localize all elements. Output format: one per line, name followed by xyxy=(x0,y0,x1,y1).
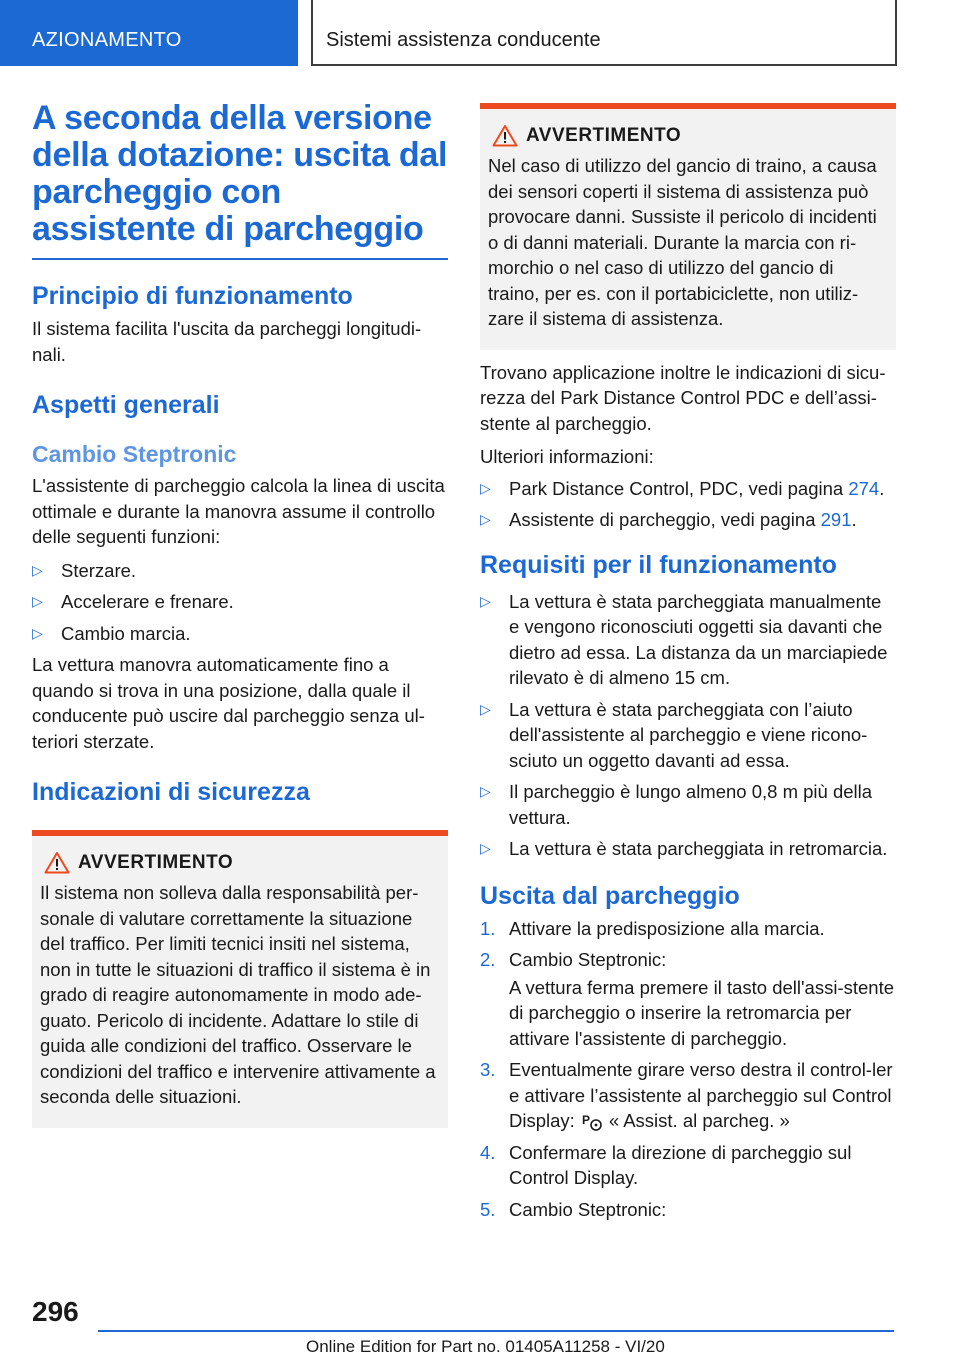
requirements-heading: Requisiti per il funzionamento xyxy=(480,550,837,579)
bullet-triangle-icon: ▷ xyxy=(480,783,491,799)
title-divider xyxy=(32,258,448,260)
list-item: ▷ La vettura è stata parcheggiata in retromarcia. xyxy=(480,836,896,862)
bullet-triangle-icon: ▷ xyxy=(32,561,43,578)
warning-box xyxy=(480,103,896,350)
principle-text: Il sistema facilita l'uscita da parcheggi longitudi-nali. xyxy=(32,318,422,365)
exit-heading: Uscita dal parcheggio xyxy=(480,881,740,910)
more-info-label: Ulteriori informazioni: xyxy=(480,446,654,467)
step-item: 1. Attivare la predisposizione alla marcia. xyxy=(480,917,825,939)
bullet-triangle-icon: ▷ xyxy=(480,700,491,717)
step-item: 4. Confermare la direzione di parcheggio sul Control Display. xyxy=(480,1141,852,1188)
step-detail: A vettura ferma premere il tasto dell'assi-stente di parcheggio o inserire la retromarcia per attivare l'assistente di parcheggio. xyxy=(509,976,895,1049)
bullet-triangle-icon: ▷ xyxy=(32,624,43,641)
list-item: ▷ Cambio marcia. xyxy=(32,621,448,647)
page-link[interactable]: 274 xyxy=(848,477,880,499)
exit-steps xyxy=(480,916,896,1223)
page-title: A seconda della versione della dotazione: uscita dal parcheggio con assistente di parcheggio xyxy=(32,99,448,248)
list-item: ▷ La vettura è stata parcheggiata con l’aiuto dell'assistente al parcheggio e viene ricono-sciuto un oggetto davanti ad essa. xyxy=(480,698,868,771)
requirements-list xyxy=(480,589,896,862)
step-item: 2. Cambio Steptronic: xyxy=(480,949,667,970)
warning-title: AVVERTIMENTO xyxy=(40,850,440,876)
function-list xyxy=(32,558,448,647)
warning-triangle-icon xyxy=(492,124,518,147)
warning-title: AVVERTIMENTO xyxy=(488,123,888,149)
list-item: ▷ Sterzare. xyxy=(32,558,448,584)
warning-text: Nel caso di utilizzo del gancio di traino, a causa dei sensori coperti il sistema di assistenza può provocare danni. Sussiste il pericolo di incidenti o di danni materiali. Durante la marcia con ri-morchio o nel caso di utilizzo del gancio di traino, per es. con il portabiciclette, non utiliz-zare il sistema di assistenza. xyxy=(488,155,877,329)
menu-item-label: « Assist. al parcheg. » xyxy=(608,1110,790,1131)
steptronic-heading: Cambio Steptronic xyxy=(32,441,237,467)
more-info-list xyxy=(480,476,896,533)
edition-note: Online Edition for Part no. 01405A11258 - VI/20 xyxy=(306,1337,665,1356)
page-number: 296 xyxy=(32,1296,79,1327)
chapter-tab xyxy=(311,0,897,66)
principle-heading: Principio di funzionamento xyxy=(32,282,353,310)
section-tab xyxy=(0,0,298,66)
footer-divider xyxy=(98,1330,894,1332)
list-item: ▷ Assistente di parcheggio, vedi pagina 291. xyxy=(480,507,896,533)
parking-assistant-icon xyxy=(581,1112,603,1132)
warning-triangle-icon xyxy=(44,851,70,874)
right-column xyxy=(480,103,896,1228)
bullet-triangle-icon: ▷ xyxy=(32,593,43,609)
warning-box xyxy=(32,830,448,1128)
step-item: 3. Eventualmente girare verso destra il control-ler e attivare l’assistente al parcheggio sul Control Display: P « Assist. al parcheg. » xyxy=(480,1059,893,1131)
section-label: AZIONAMENTO xyxy=(32,29,182,51)
list-item: ▷ Accelerare e frenare. xyxy=(32,589,448,615)
list-item: ▷ Il parcheggio è lungo almeno 0,8 m più della vettura. xyxy=(480,781,873,828)
bullet-triangle-icon: ▷ xyxy=(480,479,491,496)
general-intro: L'assistente di parcheggio calcola la linea di uscita ottimale e durante la manovra assume il controllo delle seguenti funzioni: xyxy=(32,475,445,547)
safety-reference-text: Trovano applicazione inoltre le indicazioni di sicu-rezza del Park Distance Control PDC e dell’assi-stente al parcheggio. xyxy=(480,361,886,434)
safety-heading: Indicazioni di sicurezza xyxy=(32,778,310,806)
chapter-label: Sistemi assistenza conducente xyxy=(326,29,601,51)
list-item: ▷ Park Distance Control, PDC, vedi pagina 274. xyxy=(480,476,896,502)
left-column xyxy=(32,100,448,1128)
general-heading: Aspetti generali xyxy=(32,391,220,419)
general-outro: La vettura manovra automaticamente fino a quando si trova in una posizione, dalla quale il conducente può uscire dal parcheggio senza ul-teriori sterzate. xyxy=(32,654,425,752)
step-item: 5. Cambio Steptronic: xyxy=(480,1198,667,1220)
bullet-triangle-icon: ▷ xyxy=(480,840,491,856)
bullet-triangle-icon: ▷ xyxy=(480,511,491,527)
list-item: ▷ La vettura è stata parcheggiata manualmente e vengono riconosciuti oggetti sia davanti che dietro ad essa. La distanza da un marciapiede rilevato è di almeno 15 cm. xyxy=(480,590,888,688)
svg-text:P: P xyxy=(581,1113,590,1128)
warning-text: Il sistema non solleva dalla responsabilità per-sonale di valutare correttamente la situazione del traffico. Per limiti tecnici insiti nel sistema, non in tutte le situazioni di traffico il sistema è in grado di reagire autonomamente in modo ade-guato. Pericolo di incidente. Adattare lo stile di guida alle condizioni del traffico. Osservare le condizioni del traffico e intervenire attivamente a seconda delle situazioni. xyxy=(40,882,436,1107)
page-link[interactable]: 291 xyxy=(820,509,852,530)
bullet-triangle-icon: ▷ xyxy=(480,592,491,609)
